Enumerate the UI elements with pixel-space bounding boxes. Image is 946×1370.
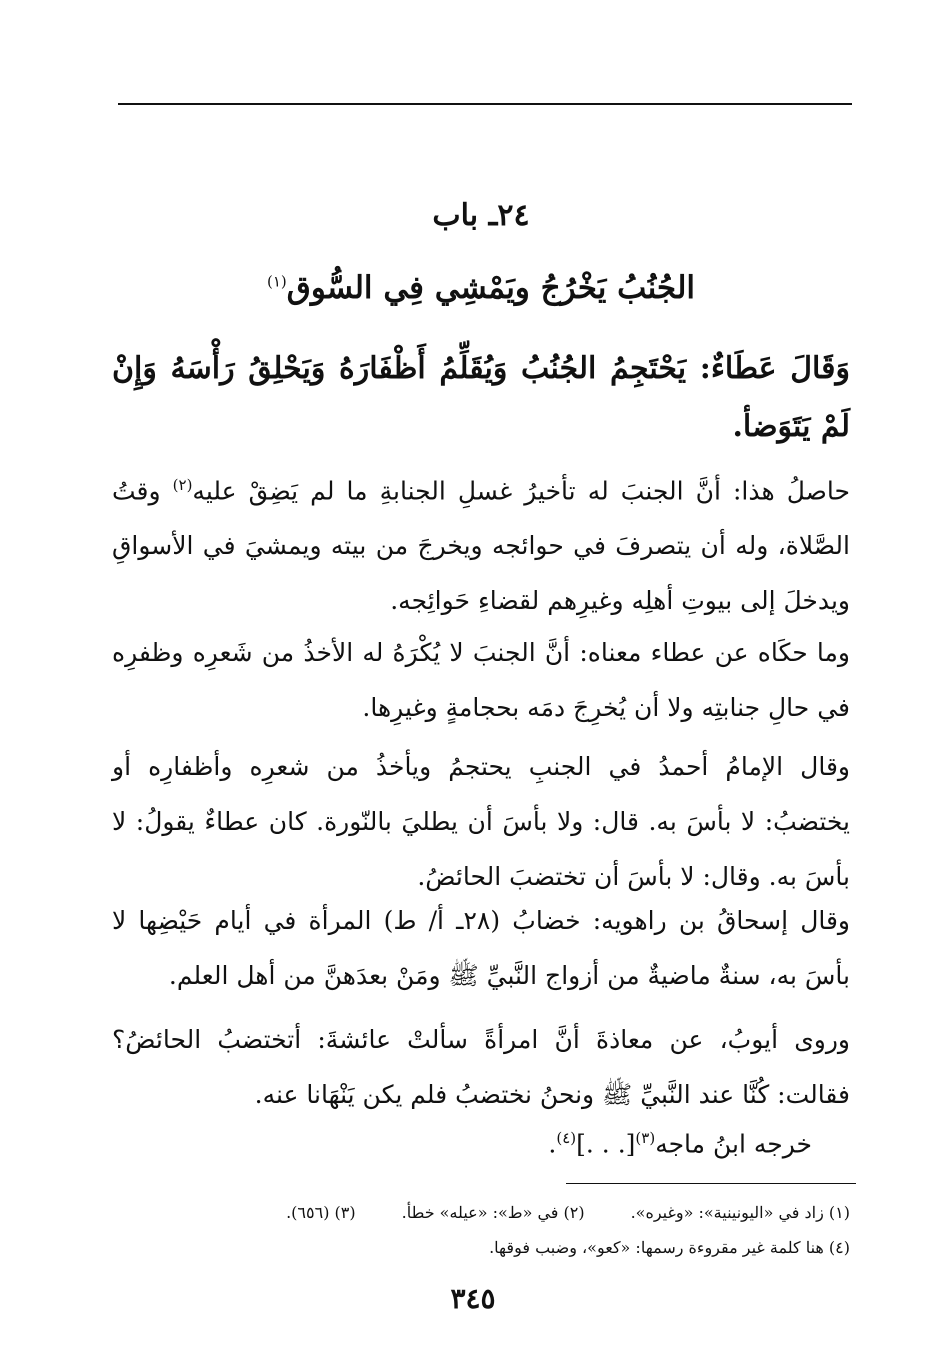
footnote-rule: [566, 1183, 856, 1184]
footnote-marker-1: (١): [266, 272, 287, 291]
atr-quote: وَقَالَ عَطَاءٌ: يَحْتَجِمُ الجُنُبُ وَيُقَلِّمُ أَظْفَارَهُ وَيَحْلِقُ رَأْسَهُ وَإِنْ لَمْ يَتَوَضأ.: [112, 351, 850, 444]
paragraph-6-end: .: [548, 1129, 557, 1159]
paragraph-1-rest: وقتُ الصَّلاة، وله أن يتصرفَ في حوائجه ويخرجَ من بيته ويمشيَ في الأسواقِ ويدخلَ إلى بيوتِ أهلِه وغيرِهم لقضاءِ حَوائِجه.: [112, 476, 850, 616]
paragraph-4: وقال إسحاقُ بن راهويه: خضابُ (٢٨ـ أ/ ط) المرأة في أيام حَيْضِها لا بأسَ به، سنةٌ ماضيةٌ من أزواج النَّبيِّ ﷺ ومَنْ بعدَهنَّ من أهل العلم.: [112, 906, 850, 990]
chapter-number-heading: ٢٤ـ باب: [432, 198, 530, 233]
footnote-marker-2: (٢): [172, 476, 193, 494]
chapter-title-text: الجُنُبُ يَخْرُجُ ويَمْشِي فِي السُّوق: [286, 270, 696, 306]
footnote-2: (٢) في «ط»: «عيله» خطأ.: [401, 1203, 585, 1222]
paragraph-5: وروى أيوبُ، عن معاذةَ أنَّ امرأةً سألتْ عائشةَ: أتختضبُ الحائضُ؟ فقالت: كُنَّا عند النَّبيِّ ﷺ ونحنُ نختضبُ فلم يكن يَنْهَانا عنه.: [112, 1025, 850, 1109]
paragraph-6-start: خرجه ابنُ ماجه: [655, 1129, 812, 1159]
paragraph-1-start: حاصلُ هذا: أنَّ الجنبَ له تأخيرُ غسلِ الجنابةِ ما لم يَضِقْ عليه: [192, 476, 850, 506]
paragraph-2: وما حكَاه عن عطاء معناه: أنَّ الجنبَ لا يُكْرَهُ له الأخذُ من شَعرِه وظفرِه في حالِ جنابتِه ولا أن يُخرِجَ دمَه بحجامةٍ وغيرِها.: [112, 638, 850, 722]
page-number: ٣٤٥: [450, 1282, 496, 1315]
footnote-marker-4: (٤): [556, 1129, 577, 1147]
footnote-1: (١) زاد في «اليونينية»: «وغيره».: [630, 1203, 850, 1222]
footnote-row-2: [112, 1230, 850, 1265]
paragraph-1: [112, 458, 850, 628]
footnote-4: (٤) هنا كلمة غير مقروءة رسمها: «كعو»، وضبب فوقها.: [489, 1238, 850, 1257]
paragraph-6: [112, 1111, 812, 1171]
footnote-3: (٣) (٦٥٦).: [286, 1203, 356, 1222]
footnotes: [112, 1195, 850, 1265]
footnote-row-1: [112, 1195, 850, 1230]
header-rule: [118, 103, 852, 105]
footnote-marker-3: (٣): [635, 1129, 656, 1147]
paragraph-3: وقال الإمامُ أحمدُ في الجنبِ يحتجمُ ويأخذُ من شعرِه وأظفارِه أو يختضبُ: لا بأسَ به. قال: ولا بأسَ أن يطليَ بالنّورة. كان عطاءٌ يقولُ: لا بأسَ به. وقال: لا بأسَ أن تختضبَ الحائضُ.: [112, 752, 850, 891]
chapter-title: [112, 270, 850, 306]
ellipsis-bracket: [. . .]: [576, 1129, 636, 1159]
